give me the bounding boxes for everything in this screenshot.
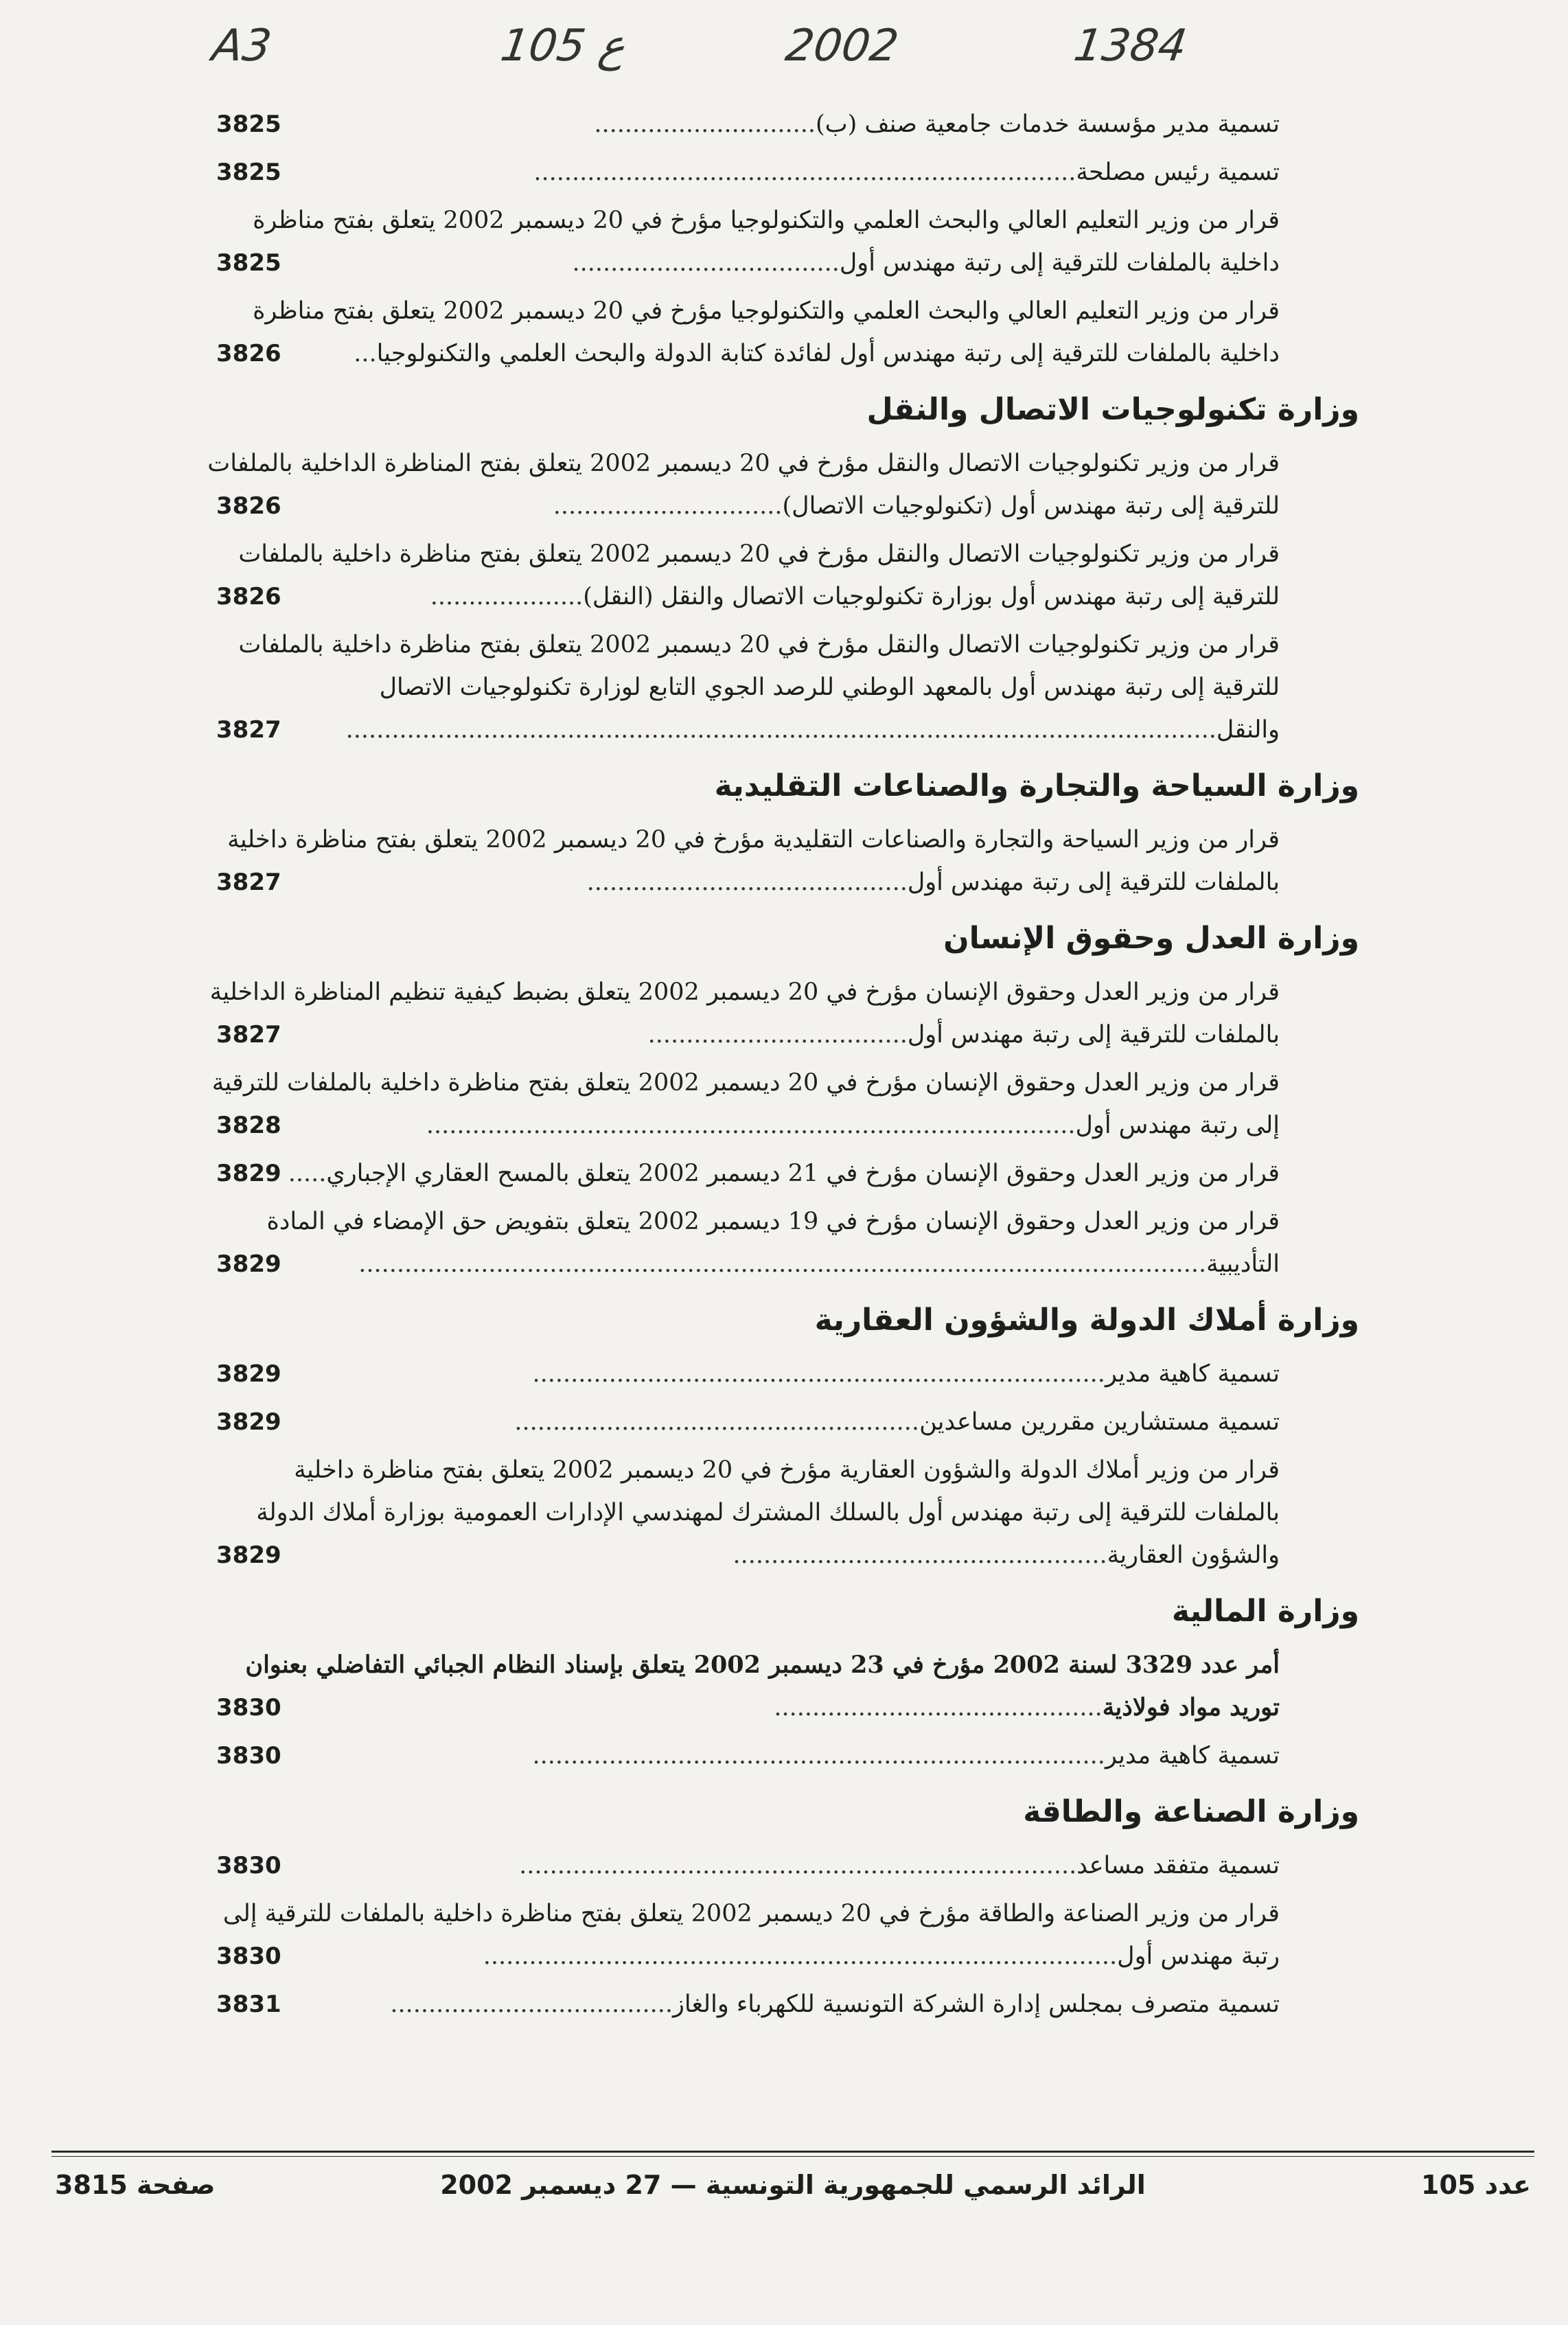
toc-entry — [206, 1200, 1280, 1285]
toc-entry — [206, 818, 1280, 904]
dot-leader: ..................................... — [390, 1991, 673, 2018]
toc-entry — [206, 442, 1280, 527]
table-of-contents — [0, 103, 1568, 2031]
dot-leader: .................................. — [647, 1021, 908, 1049]
dot-leader: ............................. — [594, 111, 816, 138]
entry-title: تسمية كاهية مدير — [1105, 1360, 1280, 1388]
ministry-section — [0, 103, 1568, 375]
dot-leader: .................................................................................................................. — [345, 716, 1217, 744]
entry-title: تسمية مستشارين مقررين مساعدين — [919, 1408, 1280, 1436]
toc-entry — [206, 103, 1280, 146]
toc-entry — [206, 1401, 1280, 1443]
toc-entry — [206, 199, 1280, 284]
toc-entry — [206, 533, 1280, 618]
dot-leader: ....................................................................... — [533, 159, 1076, 186]
toc-entry — [206, 1449, 1280, 1577]
toc-entry — [206, 971, 1280, 1056]
ministry-section — [0, 385, 1568, 751]
entry-title: تسمية كاهية مدير — [1105, 1742, 1280, 1769]
ministry-section — [0, 913, 1568, 1285]
page-number: صفحة 3815 — [55, 2170, 216, 2200]
dot-leader: ................................................. — [733, 1542, 1107, 1569]
entry-title: قرار من وزير العدل وحقوق الإنسان مؤرخ في 20 ديسمبر 2002 يتعلق بفتح مناظرة داخلية بالملفات للترقية إلى رتبة مهندس أول — [211, 1069, 1280, 1139]
handwritten-note: 105 ع — [497, 21, 629, 71]
toc-entry — [206, 1844, 1280, 1887]
entry-title: قرار من وزير الصناعة والطاقة مؤرخ في 20 ديسمبر 2002 يتعلق بفتح مناظرة داخلية بالملفات للترقية إلى رتبة مهندس أول — [222, 1900, 1280, 1970]
ministry-heading: وزارة الصناعة والطاقة — [1023, 1794, 1359, 1829]
handwritten-annotations — [0, 21, 1568, 110]
dot-leader: ............................................................................................................... — [358, 1250, 1207, 1278]
entry-title: قرار من وزير تكنولوجيات الاتصال والنقل مؤرخ في 20 ديسمبر 2002 يتعلق بفتح مناظرة داخلية بالملفات للترقية إلى رتبة مهندس أول بالمعهد الوطني للرصد الجوي التابع لوزارة تكنولوجيات الاتصال والنقل — [238, 631, 1280, 744]
ministry-heading: وزارة تكنولوجيات الاتصال والنقل — [866, 392, 1359, 427]
entry-title: قرار من وزير التعليم العالي والبحث العلمي والتكنولوجيا مؤرخ في 20 ديسمبر 2002 يتعلق بفتح مناظرة داخلية بالملفات للترقية إلى رتبة مهندس أول — [253, 207, 1280, 277]
footer-divider-thin — [51, 2156, 1534, 2157]
entry-page-number: 3827 — [216, 1021, 281, 1049]
ministry-heading: وزارة المالية — [1171, 1594, 1359, 1629]
dot-leader: ................................................................................... — [483, 1943, 1118, 1970]
toc-entry — [206, 1734, 1280, 1777]
handwritten-note: A3 — [209, 21, 275, 71]
gazette-title-date: الرائد الرسمي للجمهورية التونسية — 27 ديسمبر 2002 — [440, 2170, 1146, 2200]
entry-page-number: 3829 — [216, 1408, 281, 1436]
entry-title: تسمية متصرف بمجلس إدارة الشركة التونسية للكهرباء والغاز — [672, 1991, 1280, 2018]
entry-title: قرار من وزير أملاك الدولة والشؤون العقارية مؤرخ في 20 ديسمبر 2002 يتعلق بفتح مناظرة داخلية بالملفات للترقية إلى رتبة مهندس أول بالسلك المشترك لمهندسي الإدارات العمومية بوزارة أملاك الدولة والشؤون العقارية — [256, 1456, 1280, 1569]
dot-leader: .............................. — [553, 492, 783, 520]
entry-title: قرار من وزير العدل وحقوق الإنسان مؤرخ في 21 ديسمبر 2002 يتعلق بالمسح العقاري الإجباري — [326, 1160, 1280, 1187]
entry-page-number: 3826 — [216, 583, 281, 610]
toc-entry — [206, 1062, 1280, 1147]
entry-title: قرار من وزير العدل وحقوق الإنسان مؤرخ في 20 ديسمبر 2002 يتعلق بضبط كيفية تنظيم المناظرة الداخلية بالملفات للترقية إلى رتبة مهندس أول — [209, 978, 1280, 1049]
ministry-heading: وزارة أملاك الدولة والشؤون العقارية — [814, 1303, 1359, 1338]
entry-page-number: 3825 — [216, 249, 281, 277]
handwritten-note: 2002 — [782, 21, 902, 71]
toc-entry — [206, 1152, 1280, 1195]
toc-entry — [206, 1983, 1280, 2026]
entry-page-number: 3825 — [216, 111, 281, 138]
entry-title: قرار من وزير العدل وحقوق الإنسان مؤرخ في 19 ديسمبر 2002 يتعلق بتفويض حق الإمضاء في المادة التأديبية — [266, 1208, 1280, 1278]
dot-leader: ........................................... — [774, 1694, 1103, 1721]
entry-title: قرار من وزير السياحة والتجارة والصناعات التقليدية مؤرخ في 20 ديسمبر 2002 يتعلق بفتح مناظرة داخلية بالملفات للترقية إلى رتبة مهندس أول — [227, 826, 1280, 896]
dot-leader: ........................................................................... — [532, 1360, 1105, 1388]
entry-title: قرار من وزير تكنولوجيات الاتصال والنقل مؤرخ في 20 ديسمبر 2002 يتعلق بفتح المناظرة الداخلية بالملفات للترقية إلى رتبة مهندس أول (تكنولوجيات الاتصال) — [207, 450, 1280, 520]
ministry-section — [0, 761, 1568, 904]
ministry-section — [0, 1787, 1568, 2026]
entry-page-number: 3827 — [216, 716, 281, 744]
toc-entry — [206, 290, 1280, 375]
dot-leader: ... — [354, 340, 377, 367]
entry-page-number: 3829 — [216, 1160, 281, 1187]
entry-page-number: 3831 — [216, 1991, 281, 2018]
entry-title: أمر عدد 3329 لسنة 2002 مؤرخ في 23 ديسمبر 2002 يتعلق بإسناد النظام الجبائي التفاضلي بعنوان توريد مواد فولاذية — [245, 1651, 1280, 1721]
entry-title: تسمية مدير مؤسسة خدمات جامعية صنف (ب) — [816, 111, 1280, 138]
entry-page-number: 3830 — [216, 1852, 281, 1879]
footer-divider — [51, 2151, 1534, 2153]
entry-page-number: 3826 — [216, 340, 281, 367]
ministry-section — [0, 1586, 1568, 1777]
toc-entry — [206, 1892, 1280, 1978]
dot-leader: ..................................................................................... — [426, 1112, 1076, 1139]
entry-page-number: 3827 — [216, 869, 281, 896]
entry-page-number: 3829 — [216, 1250, 281, 1278]
entry-page-number: 3825 — [216, 159, 281, 186]
entry-page-number: 3829 — [216, 1360, 281, 1388]
ministry-heading: وزارة العدل وحقوق الإنسان — [943, 921, 1359, 956]
entry-page-number: 3830 — [216, 1694, 281, 1721]
toc-entry — [206, 1644, 1280, 1729]
toc-entry — [206, 1353, 1280, 1395]
dot-leader: ......................................................................... — [519, 1852, 1077, 1879]
dot-leader: ........................................................................... — [532, 1742, 1105, 1769]
entry-title: قرار من وزير التعليم العالي والبحث العلمي والتكنولوجيا مؤرخ في 20 ديسمبر 2002 يتعلق بفتح مناظرة داخلية بالملفات للترقية إلى رتبة مهندس أول لفائدة كتابة الدولة والبحث العلمي والتكنولوجيا — [253, 297, 1280, 367]
entry-page-number: 3830 — [216, 1943, 281, 1970]
dot-leader: ..... — [288, 1160, 327, 1187]
entry-page-number: 3829 — [216, 1542, 281, 1569]
entry-title: تسمية متفقد مساعد — [1076, 1852, 1280, 1879]
ministry-section — [0, 1295, 1568, 1577]
dot-leader: ................................... — [572, 249, 840, 277]
toc-entry — [206, 151, 1280, 194]
ministry-heading: وزارة السياحة والتجارة والصناعات التقليدية — [714, 768, 1359, 803]
entry-title: تسمية رئيس مصلحة — [1076, 159, 1280, 186]
issue-number: عدد 105 — [1421, 2170, 1531, 2200]
entry-title: قرار من وزير تكنولوجيات الاتصال والنقل مؤرخ في 20 ديسمبر 2002 يتعلق بفتح مناظرة داخلية بالملفات للترقية إلى رتبة مهندس أول بوزارة تكنولوجيات الاتصال والنقل (النقل) — [238, 540, 1280, 610]
dot-leader: .................... — [430, 583, 584, 610]
entry-page-number: 3830 — [216, 1742, 281, 1769]
entry-page-number: 3826 — [216, 492, 281, 520]
entry-page-number: 3828 — [216, 1112, 281, 1139]
toc-entry — [206, 623, 1280, 751]
handwritten-note: 1384 — [1070, 21, 1190, 71]
page-footer — [55, 2170, 1531, 2211]
dot-leader: ..................................................... — [514, 1408, 920, 1436]
dot-leader: .......................................... — [586, 869, 908, 896]
